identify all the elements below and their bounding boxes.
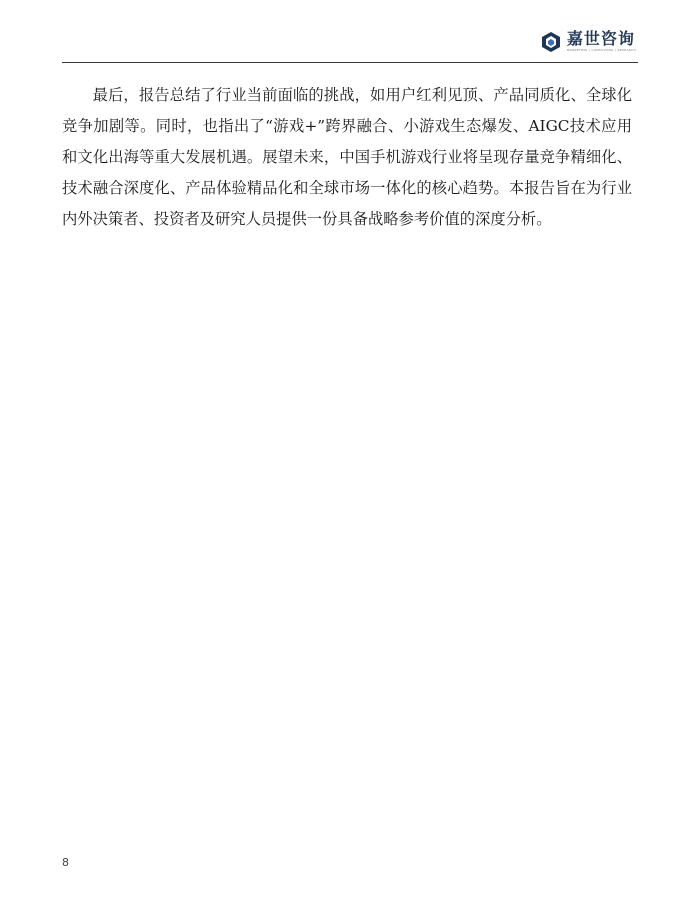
company-name: 嘉世咨询 — [566, 29, 635, 48]
company-logo — [540, 30, 636, 53]
page-header — [62, 26, 638, 63]
body-content — [62, 80, 632, 235]
body-paragraph: 最后，报告总结了行业当前面临的挑战，如用户红利见顶、产品同质化、全球化竞争加剧等。同时，也指出了“游戏+”跨界融合、小游戏生态爆发、AIGC技术应用和文化出海等重大发展机遇。展望未来，中国手机游戏行业将呈现存量竞争精细化、技术融合深度化、产品体验精品化和全球市场一体化的核心趋势。本报告旨在为行业内外决策者、投资者及研究人员提供一份具备战略参考价值的深度分析。 — [62, 86, 632, 228]
company-tagline: MARKETING | CONSULTING | RESEARCH — [566, 48, 636, 52]
company-logo-icon — [540, 31, 562, 53]
page-number: 8 — [62, 856, 69, 869]
